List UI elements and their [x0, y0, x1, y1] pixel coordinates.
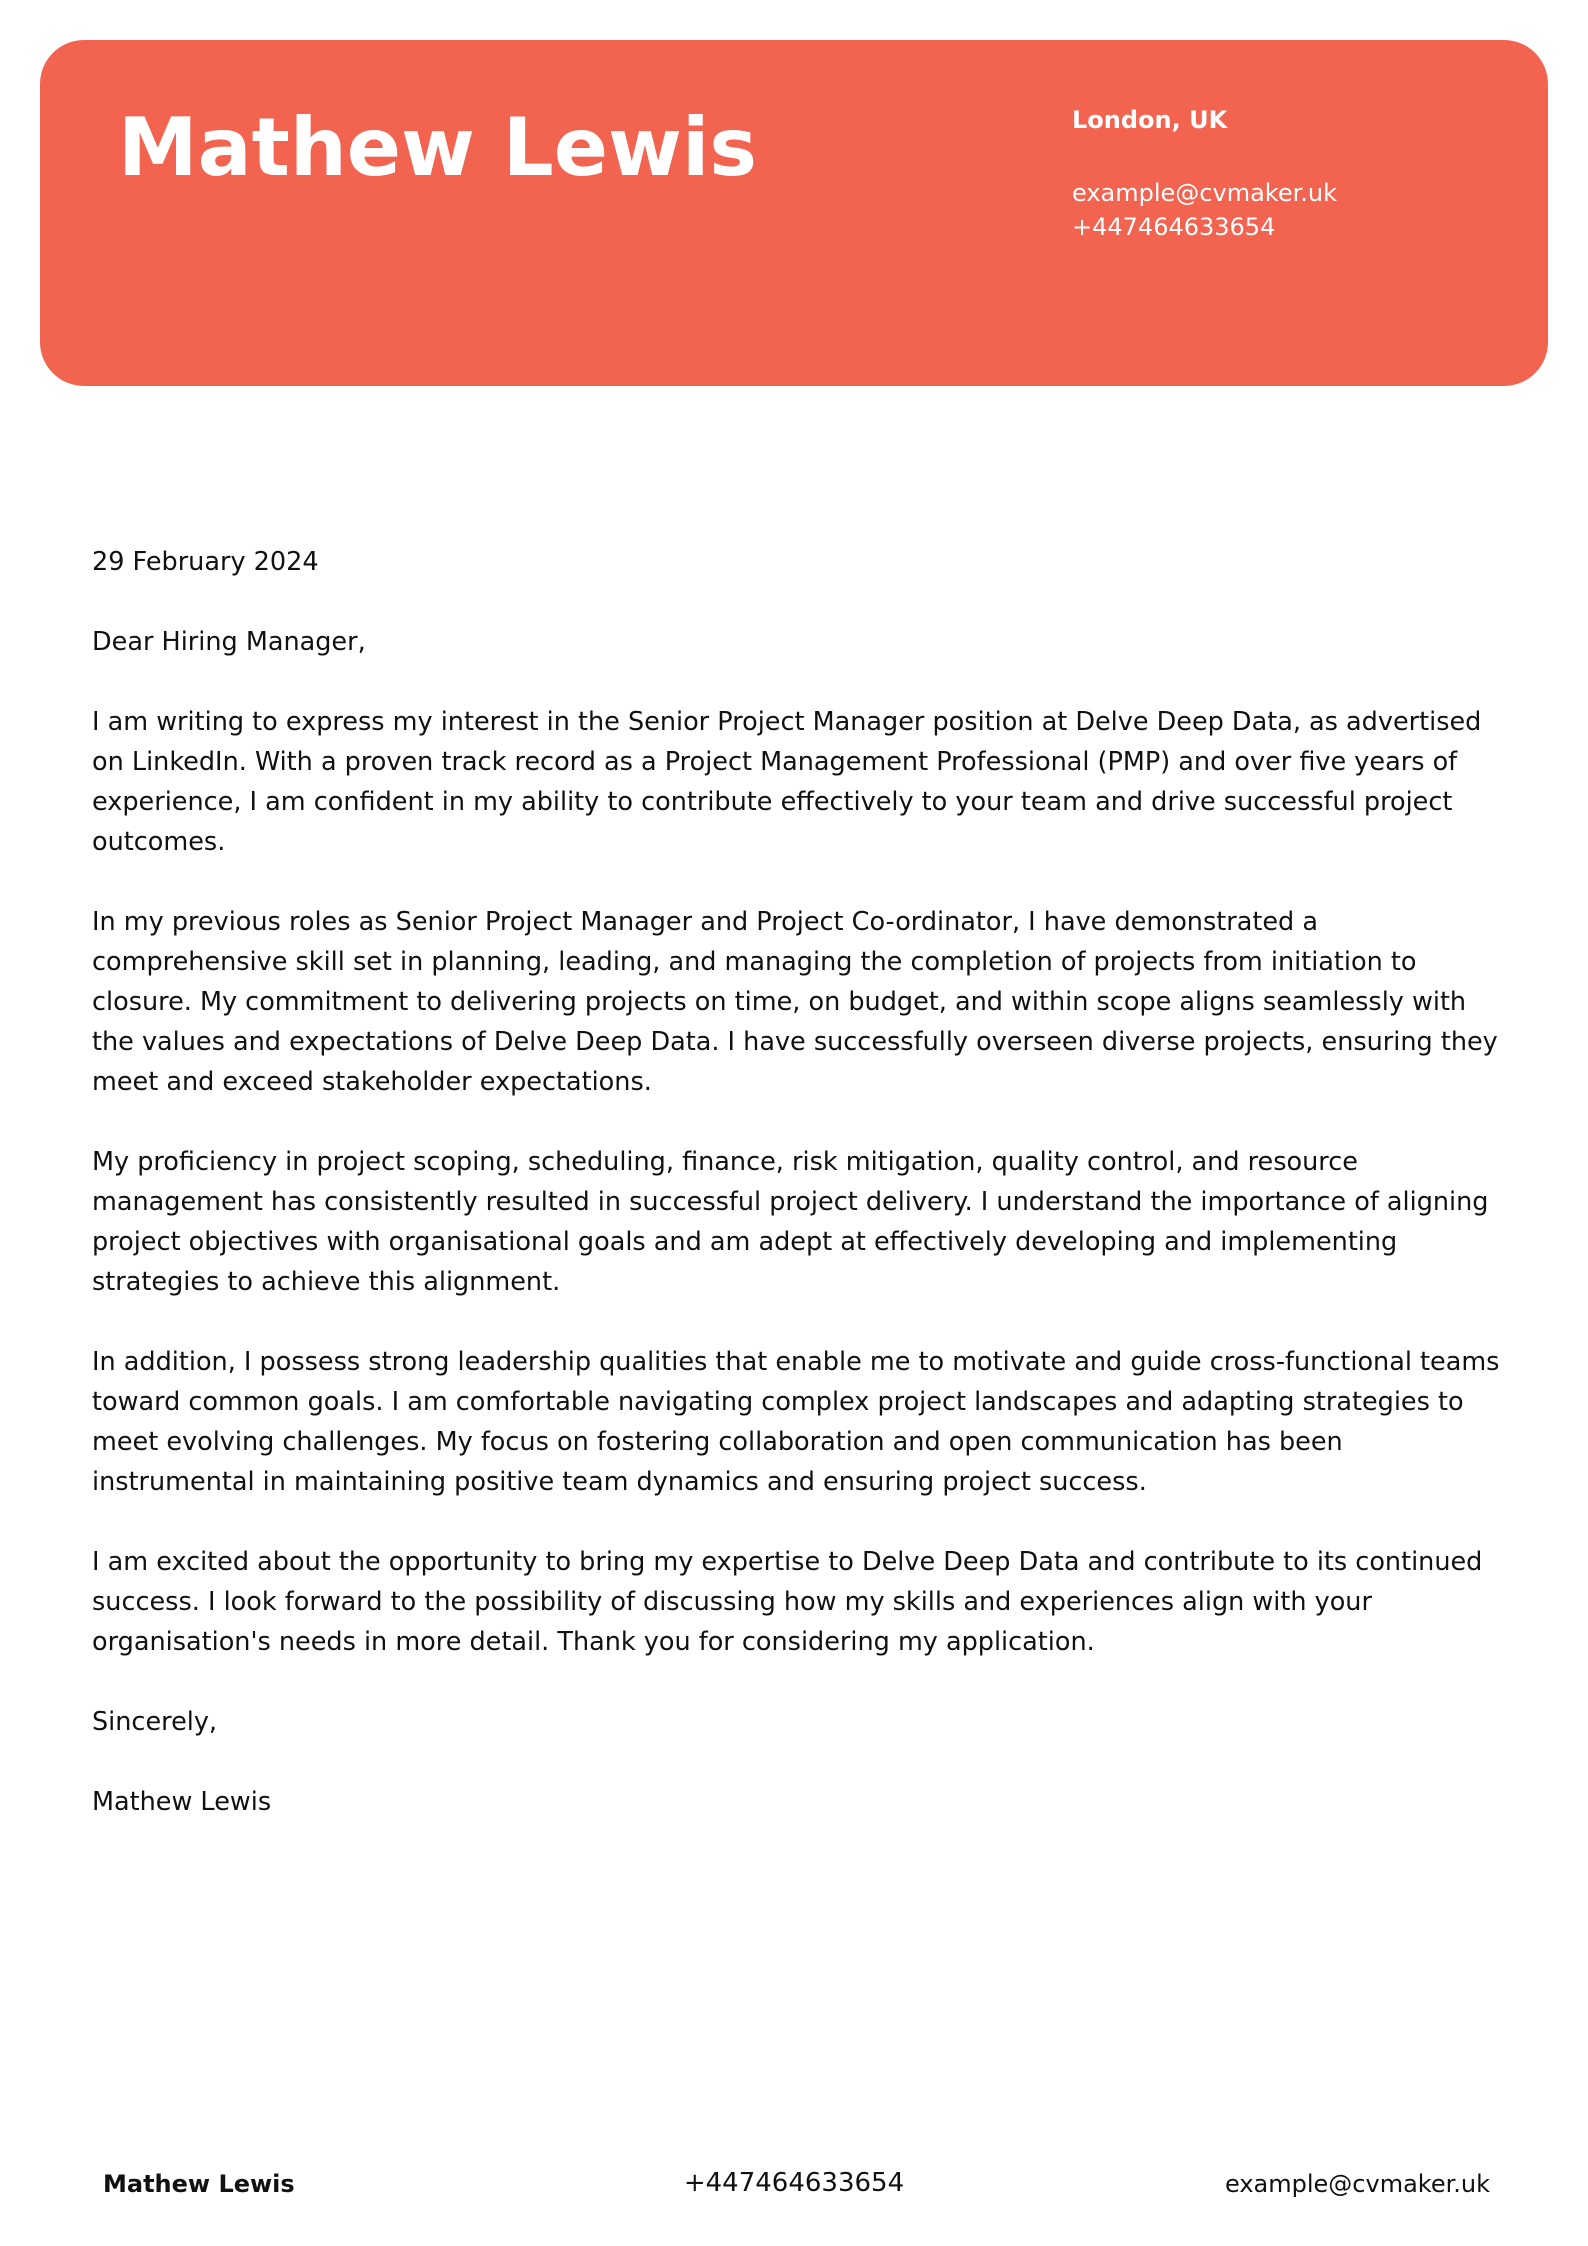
signature: Mathew Lewis	[92, 1787, 272, 1817]
contact-phone[interactable]: +447464633654	[1072, 213, 1276, 241]
paragraph-2: In my previous roles as Senior Project Manager and Project Co-ordinator, I have demonstrated a comprehensive skill set in planning, leading, and managing the completion of projects from initiation to closure. My commitment to delivering projects on time, on budget, and within scope aligns seamlessly with the values and expectations of Delve Deep Data. I have successfully overseen diverse projects, ensuring they meet and exceed stakeholder expectations.	[92, 907, 1498, 1097]
footer	[0, 2160, 1588, 2210]
contact-block	[1072, 104, 1337, 244]
location: London, UK	[1072, 106, 1228, 134]
footer-email[interactable]: example@cvmaker.uk	[1225, 2170, 1490, 2198]
footer-name: Mathew Lewis	[103, 2170, 295, 2198]
letter-date: 29 February 2024	[92, 547, 319, 577]
paragraph-4: In addition, I possess strong leadership qualities that enable me to motivate and guide cross-functional teams toward common goals. I am comfortable navigating complex project landscapes and adapting strategies to meet evolving challenges. My focus on fostering collaboration and open communication has been instrumental in maintaining positive team dynamics and ensuring project success.	[92, 1347, 1500, 1497]
closing: Sincerely,	[92, 1707, 218, 1737]
paragraph-3: My proficiency in project scoping, scheduling, finance, risk mitigation, quality control, and resource management has consistently resulted in successful project delivery. I understand the importance of aligning project objectives with organisational goals and am adept at effectively developing and implementing strategies to achieve this alignment.	[92, 1147, 1489, 1297]
header-banner	[40, 40, 1548, 386]
contact-email[interactable]: example@cvmaker.uk	[1072, 179, 1337, 207]
footer-phone[interactable]: +447464633654	[683, 2168, 905, 2198]
letter-body	[92, 542, 1512, 1862]
paragraph-1: I am writing to express my interest in the Senior Project Manager position at Delve Deep Data, as advertised on LinkedIn. With a proven track record as a Project Management Professional (PMP) and over five years of experience, I am confident in my ability to contribute effectively to your team and drive successful project outcomes.	[92, 707, 1482, 857]
salutation: Dear Hiring Manager,	[92, 627, 366, 657]
paragraph-5: I am excited about the opportunity to bring my expertise to Delve Deep Data and contribute to its continued success. I look forward to the possibility of discussing how my skills and experiences align with your organisation's needs in more detail. Thank you for considering my application.	[92, 1547, 1483, 1657]
applicant-name: Mathew Lewis	[118, 101, 757, 194]
